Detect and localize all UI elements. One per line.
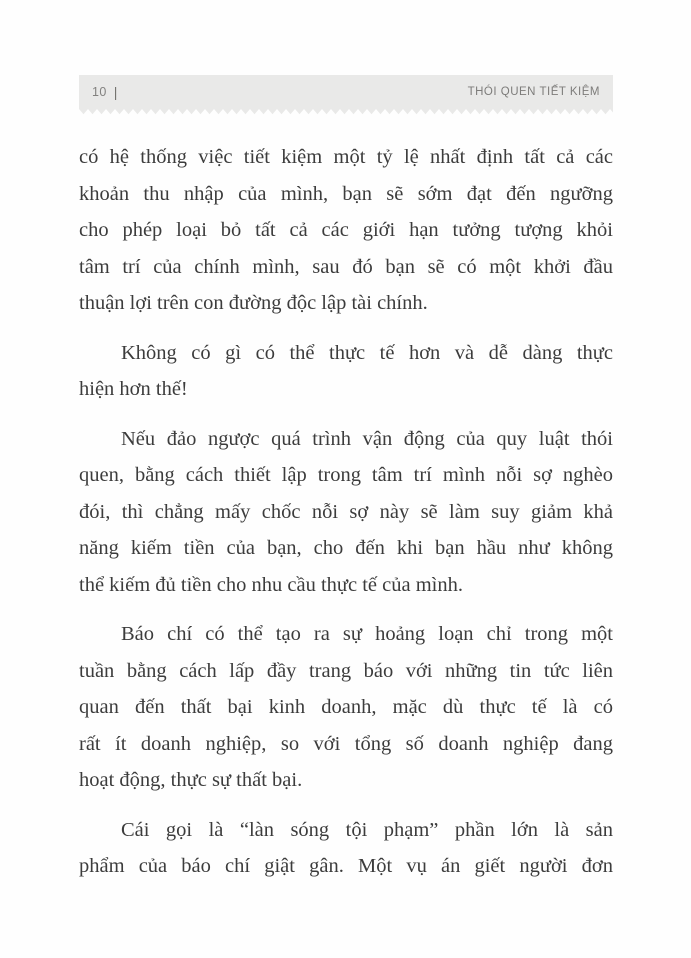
text-line: Nếu đảo ngược quá trình vận động của quy luật thói [121, 427, 613, 450]
paragraph [79, 812, 613, 885]
text-line: Báo chí có thể tạo ra sự hoảng loạn chỉ trong một [121, 623, 613, 645]
paragraph [79, 616, 613, 799]
paragraph [79, 335, 613, 408]
text-line: quen, bằng cách thiết lập trong tâm trí mình nỗi sợ nghèo [79, 464, 613, 486]
paragraph [79, 139, 613, 322]
text-line: Không có gì có thể thực tế hơn và dễ dàng thực [121, 341, 613, 364]
text-line: rất ít doanh nghiệp, so với tổng số doanh nghiệp đang [79, 732, 613, 755]
page-number: 10 [92, 85, 107, 99]
text-line: thuận lợi trên con đường độc lập tài chính. [79, 292, 428, 314]
page-body [79, 139, 613, 885]
text-line: Cái gọi là “làn sóng tội phạm” phần lớn là sản [121, 818, 613, 841]
text-line: tâm trí của chính mình, sau đó bạn sẽ có một khởi đầu [79, 255, 613, 278]
text-line: hiện hơn thế! [79, 378, 188, 400]
header-band [79, 75, 613, 109]
text-line: quan đến thất bại kinh doanh, mặc dù thực tế là có [79, 696, 613, 718]
header-separator: | [113, 84, 118, 100]
paragraph [79, 421, 613, 604]
running-title: THÓI QUEN TIẾT KIỆM [467, 86, 600, 98]
text-line: hoạt động, thực sự thất bại. [79, 769, 303, 791]
text-line: phẩm của báo chí giật gân. Một vụ án giết người đơn [79, 855, 613, 877]
header-zigzag-edge [79, 109, 613, 115]
text-line: khoản thu nhập của mình, bạn sẽ sớm đạt đến ngưỡng [79, 182, 613, 205]
running-header [79, 75, 613, 115]
text-line: thể kiếm đủ tiền cho nhu cầu thực tế của mình. [79, 573, 463, 596]
text-line: cho phép loại bỏ tất cả các giới hạn tưởng tượng khỏi [79, 219, 613, 241]
text-line: năng kiếm tiền của bạn, cho đến khi bạn hầu như không [79, 537, 613, 559]
text-line: có hệ thống việc tiết kiệm một tỷ lệ nhất định tất cả các [79, 146, 613, 168]
text-line: đói, thì chẳng mấy chốc nỗi sợ này sẽ làm suy giảm khả [79, 500, 613, 523]
text-line: tuần bằng cách lấp đầy trang báo với những tin tức liên [79, 659, 613, 682]
